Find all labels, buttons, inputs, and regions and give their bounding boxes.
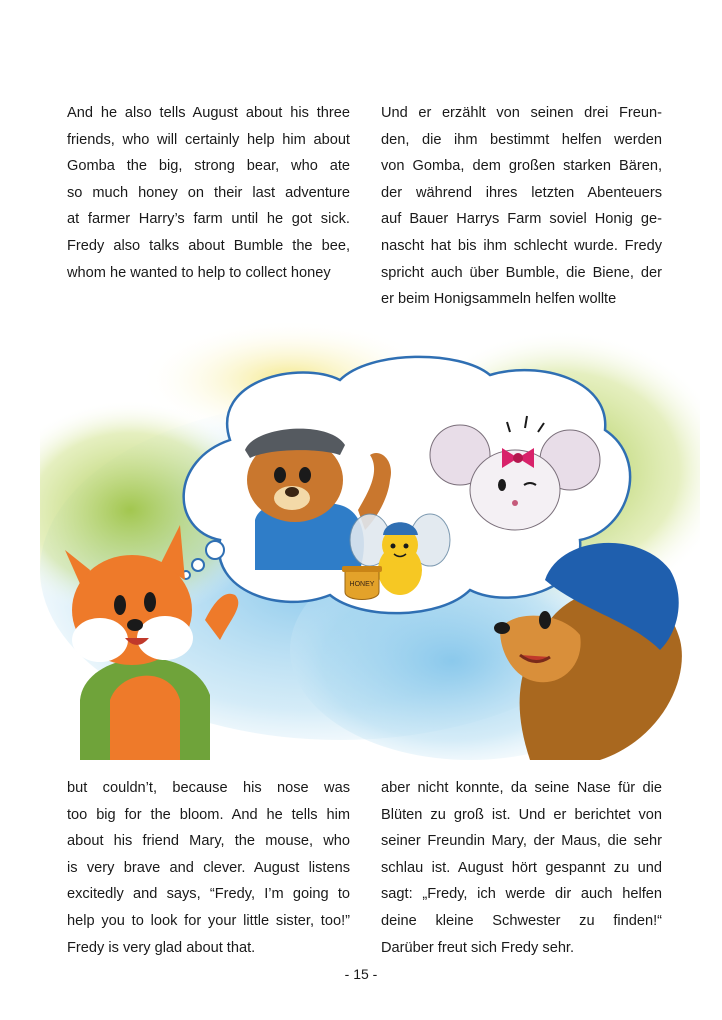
text-line: Und er erzählt von seinen drei Freun-	[381, 105, 662, 121]
honey-pot	[342, 566, 382, 600]
text-line: seiner Freundin Mary, der Maus, die sehr	[381, 833, 662, 850]
top-german-paragraph	[381, 100, 662, 313]
text-line: er beim Honigsammeln helfen wollte	[381, 291, 617, 308]
text-line: too big for the bloom. And he tells him	[67, 806, 350, 823]
text-line: deine kleine Schwester zu finden!“	[381, 912, 662, 929]
text-line: spricht auch über Bumble, die Biene, der	[381, 264, 662, 281]
text-line: whom he wanted to help to collect honey	[67, 264, 331, 281]
text-line: excitedly and says, “Fredy, I’m going to	[67, 886, 350, 903]
text-line: friends, who will certainly help him about	[67, 131, 350, 148]
text-line: but couldn’t, because his nose was	[67, 780, 350, 796]
honey-label: HONEY	[349, 581, 375, 588]
text-line: about his friend Mary, the mouse, who	[67, 833, 350, 850]
text-line: Darüber freut sich Fredy sehr.	[381, 939, 575, 956]
story-illustration	[40, 320, 700, 760]
text-line: And he also tells August about his three	[67, 105, 350, 121]
text-line: so much honey on their last adventure	[67, 184, 350, 201]
text-line: help you to look for your little sister, too!”	[67, 912, 350, 929]
text-line: schlau ist. August hört gespannt zu und	[381, 859, 662, 876]
text-line: Gomba the big, strong bear, who ate	[67, 158, 350, 175]
text-line: Blüten zu groß ist. Und er berichtet von	[381, 806, 662, 823]
text-line: auf Bauer Harrys Farm soviel Honig ge-	[381, 211, 662, 228]
text-line: von Gomba, dem großen starken Bären,	[381, 158, 662, 175]
text-line: sagt: „Fredy, ich werde dir auch helfen	[381, 886, 662, 903]
text-line: Fredy also talks about Bumble the bee,	[67, 237, 350, 254]
text-line: is very brave and clever. August listens	[67, 859, 350, 876]
bottom-english-paragraph	[67, 775, 350, 961]
text-line: aber nicht konnte, da seine Nase für die	[381, 780, 662, 796]
text-line: Fredy is very glad about that.	[67, 939, 256, 956]
page-number: - 15 -	[344, 966, 378, 982]
text-line: der während ihres letzten Abenteuers	[381, 184, 662, 201]
text-line: nascht hat bis ihm schlecht wurde. Fredy	[381, 237, 662, 254]
top-english-paragraph	[67, 100, 350, 286]
text-line: at farmer Harry’s farm until he got sick.	[67, 211, 350, 228]
text-line: den, die ihm bestimmt helfen werden	[381, 131, 662, 148]
bottom-german-paragraph	[381, 775, 662, 961]
